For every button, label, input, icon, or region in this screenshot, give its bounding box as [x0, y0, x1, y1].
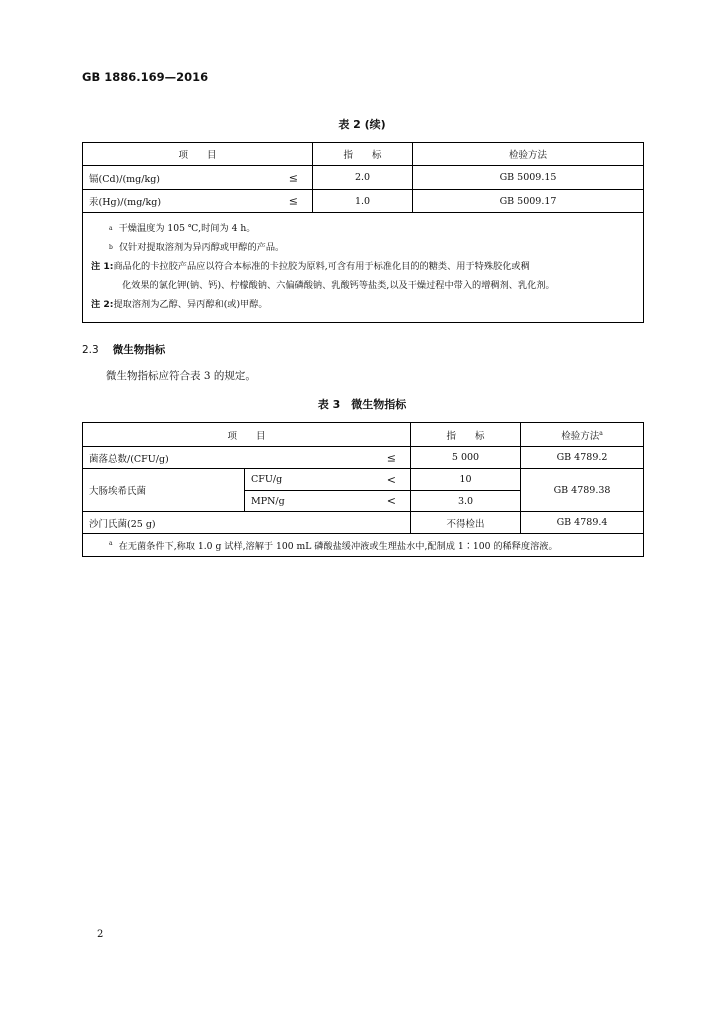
- body-paragraph: 微生物指标应符合表 3 的规定。: [106, 370, 256, 382]
- note-1-continuation: 化效果的氯化钾(钠、钙)、柠檬酸钠、六偏磷酸钠、乳酸钙等盐类,以及干燥过程中带入的增稠剂、乳化剂。: [122, 280, 555, 291]
- table3-row-ecoli-item: 大肠埃希氏菌: [83, 469, 245, 512]
- table2-row-hg-item: [83, 190, 313, 213]
- unit-label: CFU/g: [251, 474, 283, 485]
- less-than-symbol: <: [386, 494, 397, 508]
- note-1: [91, 257, 635, 276]
- table3-note-row: [83, 534, 644, 557]
- footnote-mark: a: [109, 539, 113, 547]
- table3-caption: 表 3 微生物指标: [317, 398, 407, 411]
- footnote-a: [91, 219, 635, 238]
- table3-row-salmonella-item: 沙门氏菌(25 g): [83, 512, 411, 534]
- table2-header-item: 项 目: [83, 143, 313, 166]
- table3-row-ecoli-cfu-unit: [245, 469, 411, 491]
- less-equal-symbol: ≤: [288, 194, 298, 208]
- footnote-mark: a: [599, 429, 603, 437]
- table3-row-ecoli-method: GB 4789.38: [521, 469, 644, 512]
- note-label: 注 2:: [91, 299, 114, 310]
- footnote-text: 干燥温度为 105 ℃,时间为 4 h。: [118, 223, 256, 234]
- row-label: 镉(Cd)/(mg/kg): [89, 173, 161, 185]
- table3-row-salmonella-value: 不得检出: [411, 512, 521, 534]
- table2-header-method: 检验方法: [413, 143, 644, 166]
- table-row: [83, 469, 644, 491]
- table-row: [83, 512, 644, 534]
- footnote-mark: b: [109, 244, 113, 251]
- note-label: 注 1:: [91, 261, 114, 272]
- table-row: [83, 190, 644, 213]
- page-number: 2: [97, 929, 104, 940]
- table3-header-row: [83, 423, 644, 447]
- note-text: 商品化的卡拉胶产品应以符合本标准的卡拉胶为原料,可含有用于标准化目的的糖类、用于特殊胶化或稠: [113, 261, 530, 272]
- less-than-symbol: <: [386, 473, 397, 486]
- row-label: 汞(Hg)/(mg/kg): [89, 197, 162, 208]
- unit-label: MPN/g: [251, 495, 285, 507]
- table-row: [83, 166, 644, 190]
- table2-row-cd-value: 2.0: [313, 166, 413, 190]
- table2-notes-row: [83, 213, 644, 323]
- table3-row-salmonella-method: GB 4789.4: [521, 512, 644, 534]
- section-title: 微生物指标: [112, 344, 166, 356]
- table2: [82, 142, 644, 323]
- table2-row-hg-method: GB 5009.17: [413, 190, 644, 213]
- table3-row-total-count-item: [83, 447, 411, 469]
- table2-header-value: 指 标: [313, 143, 413, 166]
- standard-number-header: GB 1886.169—2016: [82, 70, 209, 84]
- method-label: 检验方法: [561, 430, 600, 442]
- table2-row-cd-item: [83, 166, 313, 190]
- table2-notes: [83, 213, 644, 323]
- section-heading: [82, 342, 165, 357]
- table3-header-method: [521, 423, 644, 447]
- footnote-text: 在无菌条件下,称取 1.0 g 试样,溶解于 100 mL 磷酸盐缓冲液或生理盐水中,配制成 1∶100 的稀释度溶液。: [118, 541, 558, 552]
- section-number: 2.3: [82, 344, 99, 356]
- table3: [82, 422, 644, 557]
- table3-row-ecoli-mpn-value: 3.0: [411, 491, 521, 512]
- table3-row-ecoli-cfu-value: 10: [411, 469, 521, 491]
- table2-row-cd-method: GB 5009.15: [413, 166, 644, 190]
- table3-header-item: 项 目: [83, 423, 411, 447]
- table2-header-row: [83, 143, 644, 166]
- table3-row-total-count-method: GB 4789.2: [521, 447, 644, 469]
- note-2: [91, 295, 635, 314]
- table2-row-hg-value: 1.0: [313, 190, 413, 213]
- footnote-text: 仅针对提取溶剂为异丙醇或甲醇的产品。: [118, 242, 285, 253]
- table3-header-value: 指 标: [411, 423, 521, 447]
- table3-row-ecoli-mpn-unit: [245, 491, 411, 512]
- footnote-mark: a: [109, 225, 113, 232]
- less-equal-symbol: ≤: [288, 171, 298, 184]
- note-text: 提取溶剂为乙醇、异丙醇和(或)甲醇。: [113, 299, 268, 310]
- table3-footnote: [83, 534, 644, 557]
- table2-caption: 表 2 (续): [338, 118, 386, 131]
- less-equal-symbol: ≤: [386, 451, 397, 464]
- table3-row-total-count-value: 5 000: [411, 447, 521, 469]
- table-row: [83, 447, 644, 469]
- footnote-b: [91, 238, 635, 257]
- row-label: 菌落总数/(CFU/g): [89, 453, 169, 465]
